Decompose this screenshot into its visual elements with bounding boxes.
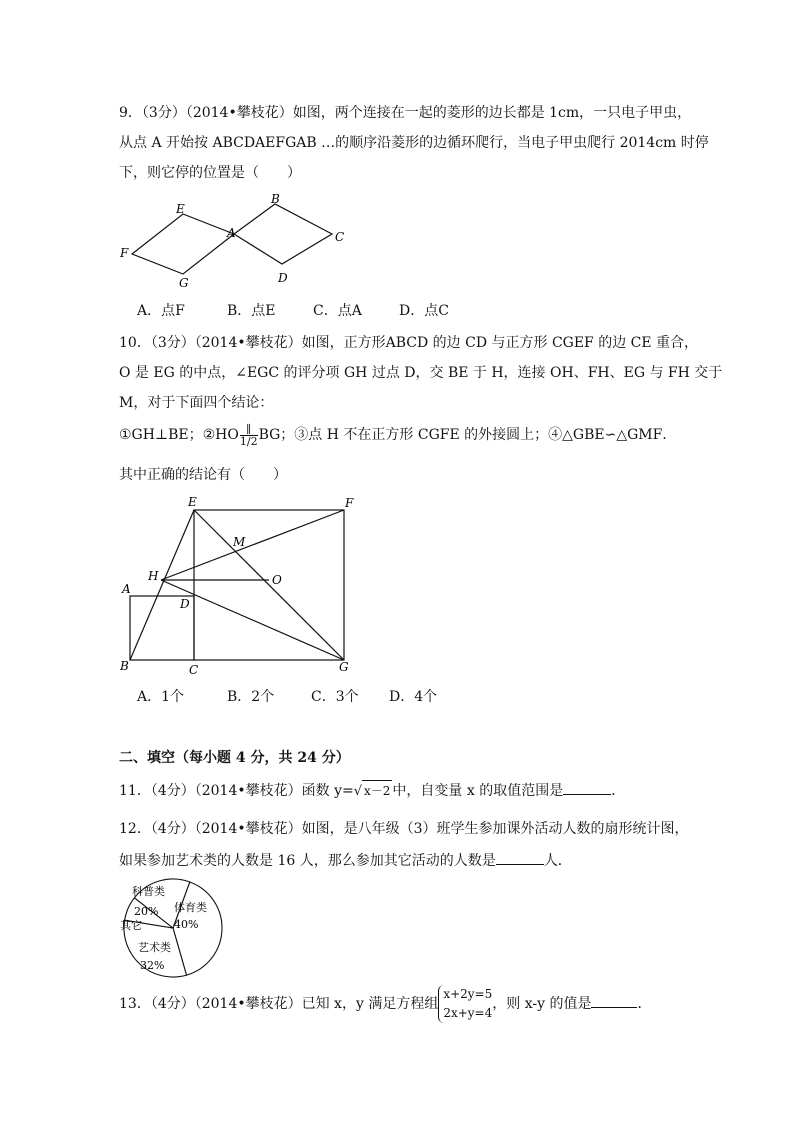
q12-line-2-end: 人． [543, 853, 572, 869]
q10-parallel-half [240, 424, 258, 447]
q10-fraction-den: 2 [250, 434, 258, 448]
label-D: D [180, 597, 190, 611]
q9-option-a: A．点F [137, 303, 185, 319]
label-G: G [179, 276, 189, 290]
q13-answer-blank [591, 993, 637, 1008]
label-B: B [120, 659, 129, 673]
slice-value-tiyu: 40% [174, 918, 199, 931]
slice-value-yishu: 32% [140, 959, 165, 972]
label-O: O [272, 573, 282, 587]
segment-hg [161, 580, 344, 660]
q11-func-y: y= [334, 783, 354, 799]
q9-rhombus-figure [110, 190, 360, 290]
q9-option-c: C．点A [313, 303, 362, 319]
q11-prefix: 11．（4分）（2014•攀枝花）函数 [119, 783, 335, 799]
q10-fraction-num: 1 [239, 434, 247, 448]
q12-line-1: 12．（4分）（2014•攀枝花）如图，是八年级（3）班学生参加课外活动人数的扇形统计图， [119, 821, 689, 837]
q13-suffix: ，则 x-y 的值是 [492, 996, 592, 1012]
q10-conclusions [119, 422, 676, 448]
q10-option-c: C．3个 [311, 689, 359, 705]
segment-hf [161, 510, 344, 580]
slice-label-kepu: 科普类 [132, 885, 165, 898]
slice-label-qita: 其它 [120, 919, 142, 932]
slice-value-kepu: 20% [134, 905, 159, 918]
label-D: D [278, 271, 288, 285]
q9-line-3: 下，则它停的位置是（ ） [119, 165, 301, 181]
q10-options [137, 686, 437, 706]
q12-answer-blank [496, 850, 544, 865]
q11-answer-blank [563, 780, 611, 795]
q13-eq1: x+2y=5 [443, 987, 493, 1001]
q10-squares-figure [115, 493, 365, 678]
label-F: F [345, 496, 354, 510]
segment-eg [194, 510, 344, 660]
q11-line: 11．（4分）（2014•攀枝花）函数 y=√ x－2 中，自变量 x 的取值范围是 ． [119, 780, 625, 802]
q9-line-1: 9．（3分）（2014•攀枝花）如图，两个连接在一起的菱形的边长都是 1cm，一只电子甲虫， [119, 105, 692, 121]
label-B: B [271, 192, 280, 206]
q10-line-3: M，对于下面四个结论： [119, 395, 274, 411]
q11-end: ． [611, 783, 626, 799]
label-F: F [120, 246, 129, 260]
label-H: H [148, 569, 159, 583]
q11-suffix: 中，自变量 x 的取值范围是 [392, 783, 564, 799]
q10-option-b: B．2个 [227, 689, 275, 705]
q13-end: ． [637, 996, 652, 1012]
q10-line-5: 其中正确的结论有（ ） [119, 467, 287, 483]
q13-prefix: 13．（4分）（2014•攀枝花）已知 x，y 满足方程组 [119, 996, 439, 1012]
q10-conclusion-start: ①GH⊥BE；②HO [119, 427, 239, 443]
label-C: C [189, 663, 199, 677]
q13-equation-system [438, 985, 492, 1023]
label-M: M [233, 535, 246, 549]
q10-conclusion-rest: BG；③点 H 不在正方形 CGFE 的外接圆上；④△GBE∽△GMF． [258, 427, 677, 443]
segment-be [130, 510, 194, 660]
q10-fraction: 1/2 [239, 434, 258, 448]
section-title: 二、填空（每小题 4 分，共 24 分） [119, 750, 350, 766]
q11-radicand: x－2 [362, 780, 392, 801]
q12-line-2-text: 如果参加艺术类的人数是 16 人，那么参加其它活动的人数是 [119, 853, 496, 869]
label-G: G [339, 660, 349, 674]
q13-eq2: 2x+y=4 [443, 1006, 493, 1020]
q10-option-d: D．4个 [389, 689, 438, 705]
label-E: E [188, 495, 197, 509]
label-A: A [227, 226, 236, 240]
q9-option-d: D．点C [399, 303, 449, 319]
q13-line [119, 983, 651, 1025]
slice-label-yishu: 艺术类 [138, 941, 171, 954]
left-rhombus [132, 214, 234, 274]
slice-label-tiyu: 体育类 [174, 901, 207, 914]
q9-line-2: 从点 A 开始按 ABCDAEFGAB …的顺序沿菱形的边循环爬行，当电子甲虫爬行 2014cm 时停 [119, 135, 709, 151]
q12-line-2 [119, 850, 572, 871]
q10-line-1: 10．（3分）（2014•攀枝花）如图，正方形ABCD 的边 CD 与正方形 CGEF 的边 CE 重合， [119, 335, 699, 351]
q10-line-2: O 是 EG 的中点，∠EGC 的评分项 GH 过点 D，交 BE 于 H，连接 OH、FH、EG 与 FH 交于 [119, 365, 723, 381]
q9-option-b: B．点E [227, 303, 276, 319]
q9-options [137, 300, 449, 320]
label-A: A [122, 582, 131, 596]
label-E: E [176, 202, 185, 216]
label-C: C [335, 230, 345, 244]
right-rhombus [234, 204, 332, 264]
pie-chart [118, 878, 228, 978]
q10-parallel-symbol: ∥ [240, 424, 258, 436]
q10-option-a: A．1个 [137, 689, 185, 705]
